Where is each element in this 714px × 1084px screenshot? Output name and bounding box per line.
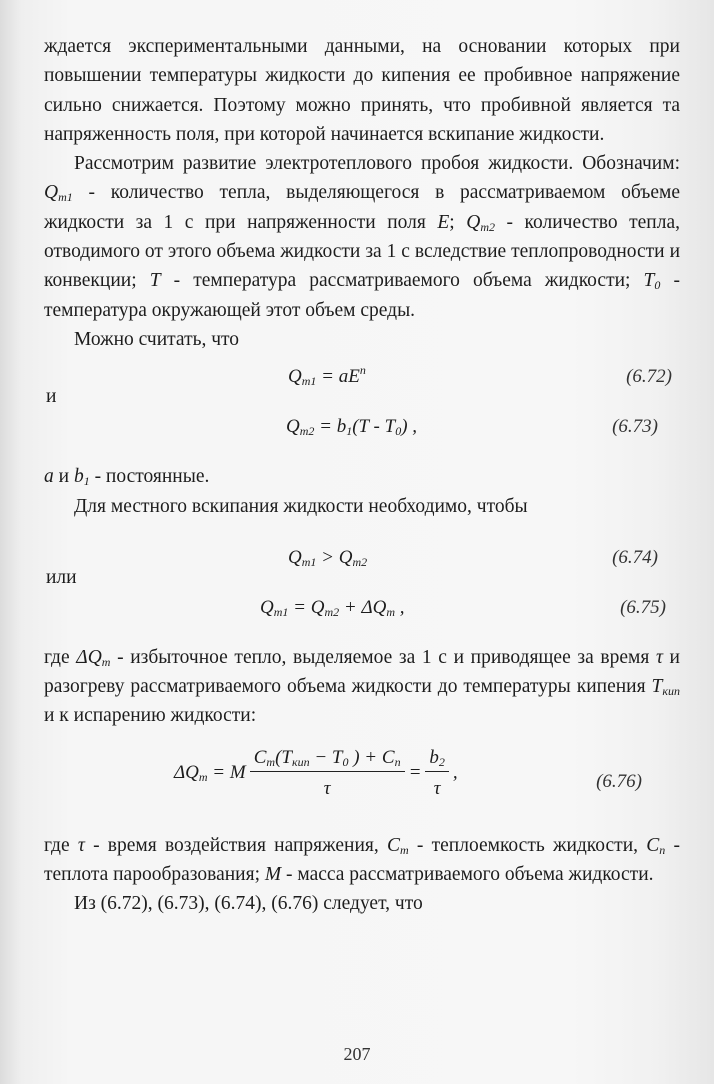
symbol-q2: $Q_{т2}$ xyxy=(466,211,495,234)
text: и разогреву рассматриваемого объема жидкости до температуры кипения xyxy=(44,646,680,698)
constants-line xyxy=(44,462,680,491)
text: - температура рассматриваемого объема жидкости; xyxy=(160,270,644,292)
equation-number: (6.76) xyxy=(596,770,642,792)
text: - избыточное тепло, выделяемое за 1 с и приводящее за время xyxy=(110,646,656,668)
equation-number: (6.72) xyxy=(626,366,672,388)
text: - температура окружающей этот объем среды. xyxy=(44,270,680,321)
equation-6-72-body: $Q_{т1} = aE^n$ xyxy=(288,363,366,389)
text: - теплоемкость жидкости, xyxy=(408,834,647,856)
text: где xyxy=(44,834,78,856)
fraction-b2: $\frac{b_2}{\tau}$ xyxy=(425,747,449,800)
paragraph-3: Можно считать, что xyxy=(74,328,240,350)
paragraph-4: Для местного вскипания жидкости необходимо, чтобы xyxy=(74,495,528,517)
symbol-tau: τ xyxy=(77,834,85,856)
text: Рассмотрим развитие электротеплового пробоя жидкости. Обозначим: xyxy=(74,153,680,175)
symbol-b1: $b_1$ xyxy=(73,466,90,489)
page-body xyxy=(44,32,680,919)
equation-number: (6.73) xyxy=(612,416,658,438)
paragraph-2 xyxy=(44,149,680,325)
paragraph-1: ждается экспериментальными данными, на основании которых при повышении температуры жидкости до кипения ее пробивное напряжение сильно снижается. Поэтому можно принять, что пробивной является та напряженность поля, при которой начинается вскипание жидкости. xyxy=(44,36,680,145)
symbol-e: E xyxy=(437,211,450,233)
equation-6-74 xyxy=(44,543,680,588)
or-word: или xyxy=(46,566,77,588)
symbol-tkip: $T_{кип}$ xyxy=(651,676,680,699)
equation-6-76 xyxy=(44,741,680,831)
text: - масса рассматриваемого объема жидкости. xyxy=(281,864,654,886)
equation-number: (6.75) xyxy=(620,596,666,618)
text: - теплота парообразования; xyxy=(44,834,680,886)
equation-6-73 xyxy=(44,412,680,450)
equation-number: (6.74) xyxy=(612,546,658,568)
text: где xyxy=(44,646,77,668)
page-number: 207 xyxy=(343,1044,371,1064)
symbol-tau: τ xyxy=(655,646,663,668)
text: - постоянные. xyxy=(89,466,210,488)
paragraph-7: Из (6.72), (6.73), (6.74), (6.76) следует, что xyxy=(74,893,423,915)
fraction-main: $\frac{C_т(T_{кип} - T_0 ) + C_п}{\tau}$ xyxy=(250,747,405,800)
text: - время воздействия напряжения, xyxy=(84,834,387,856)
symbol-t: T xyxy=(149,270,161,292)
equation-6-76-body: $\Delta Q_т = M$ $\frac{C_т(T_{кип} - T_0 ) + C_п}{\tau}$ = $\frac{b_2}{\tau}$ , xyxy=(174,746,458,799)
and-word: и xyxy=(46,386,57,408)
symbol-ct: $C_т$ xyxy=(386,834,409,857)
symbol-t0: $T_0$ xyxy=(643,270,661,293)
equation-6-75 xyxy=(44,593,680,631)
symbol-m: M xyxy=(264,864,282,886)
paragraph-5 xyxy=(44,643,680,731)
symbol-a: a xyxy=(44,466,54,488)
equation-6-72 xyxy=(44,362,680,408)
equation-6-73-body: $Q_{т2} = b_1(T - T_0)$ , xyxy=(286,416,418,439)
text: и к испарению жидкости: xyxy=(44,705,257,727)
symbol-cn: $C_п$ xyxy=(646,834,666,857)
text: - количество тепла, отводимого от этого объема жидкости за 1 с вследствие теплопроводности и конвекции; xyxy=(44,211,680,292)
equation-6-75-body: $Q_{т1} = Q_{т2} + \Delta Q_т$ , xyxy=(260,596,405,619)
text: - количество тепла, выделяющегося в рассматриваемом объеме жидкости за 1 с при напряженности поля xyxy=(44,182,680,233)
text: и xyxy=(53,466,74,488)
equation-6-74-body: $Q_{т1} > Q_{т2}$ xyxy=(288,546,368,569)
text: ; xyxy=(449,211,467,233)
symbol-q1: $Q_{т1}$ xyxy=(44,182,73,205)
paragraph-6 xyxy=(44,831,680,890)
symbol-dq: $\Delta Q_т$ xyxy=(76,646,111,669)
